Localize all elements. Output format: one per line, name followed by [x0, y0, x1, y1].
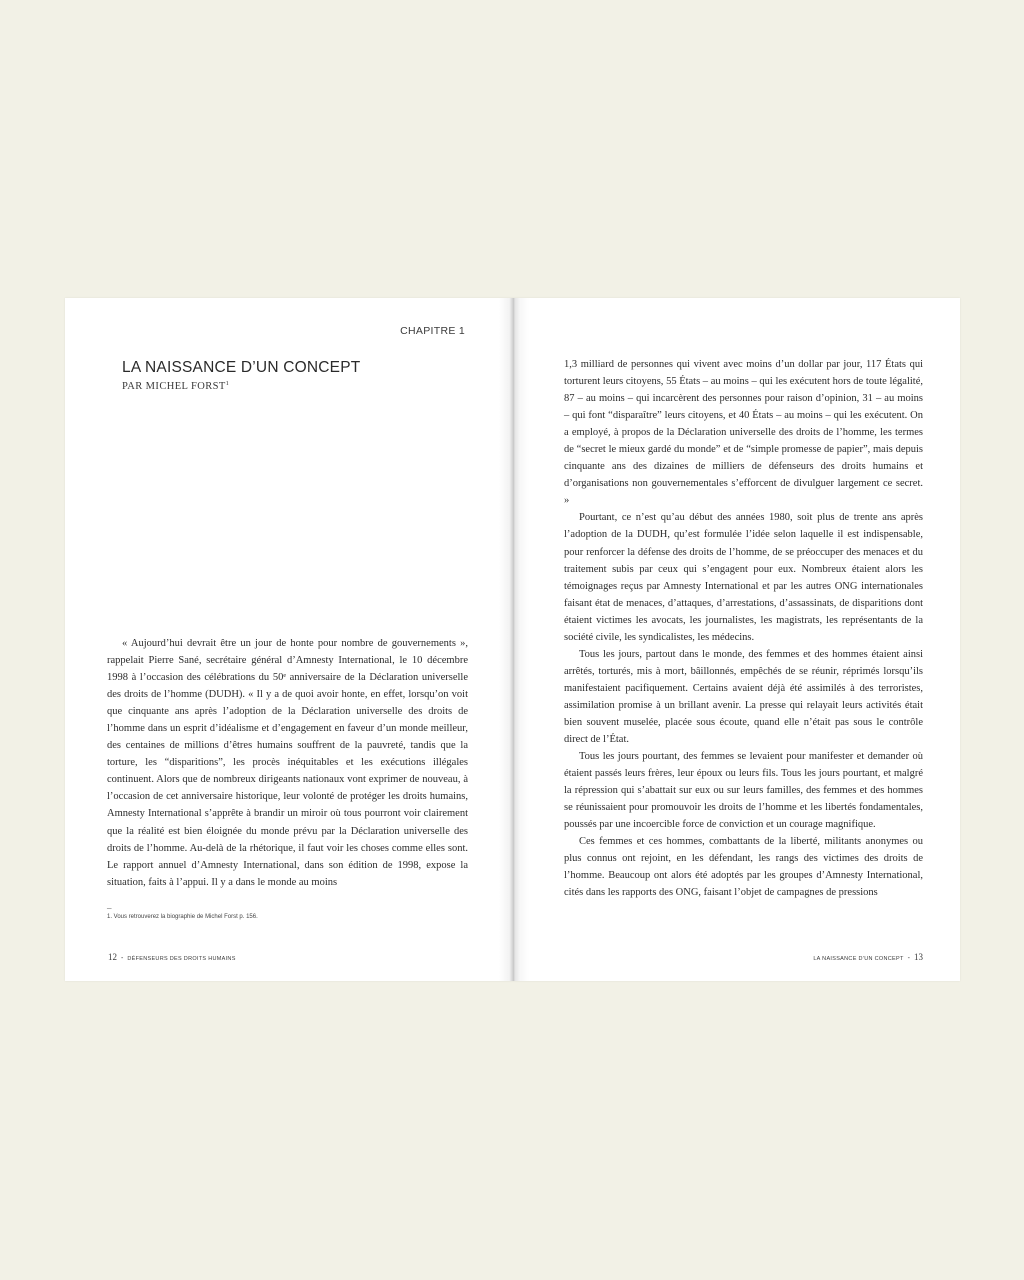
footnote-rule: – [107, 903, 112, 913]
byline-author: PAR MICHEL FORST [122, 381, 226, 392]
page-number: 13 [914, 952, 923, 962]
paragraph: Tous les jours pourtant, des femmes se levaient pour manifester et demander où étaient passés leurs frères, leur époux ou leurs fils. Tous les jours pourtant, et malgré la répression qui s’abattait sur eux ou sur leurs familles, des femmes et des hommes se réunissaient pour promouvoir les droits de l’homme et les libertés fondamentales, poussés par une incoercible force de conviction et un courage magnifique. [564, 751, 923, 831]
paragraph: Pourtant, ce n’est qu’au début des années 1980, soit plus de trente ans après l’adoption de la DUDH, qu’est formulée l’idée selon laquelle il est indispensable, pour renforcer la défense des droits de l’homme, de se préoccuper des menaces et du traitement subis par ceux qui s’engagent pour eux. Nombreux étaient alors les témoignages reçus par Amnesty International et par les autres ONG internationales faisant état de menaces, d’attaques, d’arrestations, d’assassinats, de disparitions dont étaient victimes les avocats, les journalistes, les magistrats, les représentants de la société civile, les syndicalistes, les médecins. [564, 512, 923, 643]
chapter-title: LA NAISSANCE D’UN CONCEPT [122, 359, 361, 376]
folio-separator: - [907, 955, 910, 962]
chapter-label: CHAPITRE 1 [400, 325, 465, 337]
paragraph: « Aujourd’hui devrait être un jour de honte pour nombre de gouvernements », rappelait Pierre Sané, secrétaire général d’Amnesty International, le 10 décembre 1998 à l’occasion des célébrations du 50ᵉ anniversaire de la Déclaration universelle des droits de l’homme (DUDH). « Il y a de quoi avoir honte, en effet, lorsqu’on voit que cinquante ans après l’adoption de la Déclaration universelle des droits de l’homme dans un esprit d’idéalisme et d’engagement en faveur d’un monde meilleur, des centaines de millions d’êtres humains souffrent de la pauvreté, tandis que la torture, les “disparitions”, les procès inéquitables et les exécutions illégales continuent. Alors que de nombreux dirigeants nationaux vont exprimer de nouveau, à l’occasion de cet anniversaire historique, leur volonté de protéger les droits humains, Amnesty International s’apprête à brandir un miroir où tous pourront voir clairement que la réalité est bien éloignée du monde prévu par la Déclaration universelle des droits de l’homme. Au-delà de la rhétorique, il faut voir les choses comme elles sont. Le rapport annuel d’Amnesty International, dans son édition de 1998, expose la situation, faits à l’appui. Il y a dans le monde au moins [107, 638, 468, 888]
page-number: 12 [108, 952, 117, 962]
running-head: LA NAISSANCE D’UN CONCEPT [813, 956, 904, 962]
running-head: DÉFENSEURS DES DROITS HUMAINS [127, 956, 236, 962]
paragraph: Ces femmes et ces hommes, combattants de la liberté, militants anonymes ou plus connus ont rejoint, en les défendant, les rangs des victimes des droits de l’homme. Beaucoup ont alors été adoptés par les groupes d’Amnesty International, cités dans les rapports des ONG, faisant l’objet de campagnes de pressions [564, 836, 923, 899]
folio-separator: - [121, 955, 124, 962]
book-spread [65, 298, 960, 981]
byline [122, 380, 229, 392]
footnote: 1. Vous retrouverez la biographie de Michel Forst p. 156. [107, 914, 258, 920]
left-folio [108, 952, 236, 962]
right-page [514, 298, 960, 981]
paragraph: Tous les jours, partout dans le monde, des femmes et des hommes étaient ainsi arrêtés, torturés, mis à mort, bâillonnés, empêchés de se réunir, réprimés lorsqu’ils manifestaient pacifiquement. Certains avaient déjà été assimilés à des terroristes, assimilation promise à un brillant avenir. La presse qui relayait leurs activités était bien souvent muselée, placée sous écoute, quand elle n’était pas sous le contrôle direct de l’État. [564, 648, 923, 746]
right-folio [813, 952, 923, 962]
left-body-text [107, 635, 468, 891]
paragraph: 1,3 milliard de personnes qui vivent avec moins d’un dollar par jour, 117 États qui torturent leurs citoyens, 55 États – au moins – qui les exécutent hors de toute légalité, 87 – au moins – qui incarcèrent des personnes pour raison d’opinion, 31 – au moins – qui font “disparaître” leurs citoyens, et 40 États – au moins – qui les exécutent. On a employé, à propos de la Déclaration universelle des droits de l’homme, les termes de “secret le mieux gardé du monde” et de “simple promesse de papier”, mais depuis cinquante ans des dizaines de milliers de défenseurs des droits humains et d’organisations non gouvernementales s’efforcent de divulguer largement ce secret. » [564, 359, 923, 507]
right-body-text [564, 356, 923, 902]
left-page [65, 298, 511, 981]
footnote-reference: 1 [225, 380, 230, 387]
